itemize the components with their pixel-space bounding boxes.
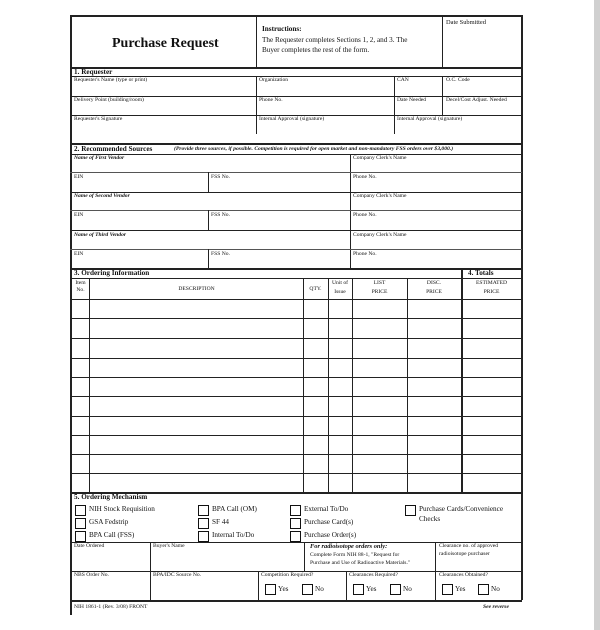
vendor-clerk-label[interactable]: Company Clerk's Name <box>353 155 407 161</box>
col-qty: QTY. <box>309 286 322 292</box>
can-field[interactable]: CAN <box>397 77 409 83</box>
clearances-required-no-checkbox[interactable] <box>390 584 401 595</box>
vendor-ein-label[interactable]: EIN <box>74 212 84 218</box>
decel-cost-field[interactable]: Decel/Cost Adjust. Needed <box>446 97 507 103</box>
table-row[interactable] <box>70 454 522 455</box>
purchase-cards-checkbox[interactable] <box>290 518 301 529</box>
divider <box>256 15 257 67</box>
divider <box>350 192 351 230</box>
purchase-orders-checkbox[interactable] <box>290 531 301 542</box>
divider <box>258 571 259 600</box>
divider <box>394 76 395 134</box>
col-disc-price: PRICE <box>426 289 442 295</box>
col-description: DESCRIPTION <box>178 286 215 292</box>
nbs-order-field[interactable]: NBS Order No. <box>74 572 109 578</box>
section2-heading: 2. Recommended Sources <box>74 145 153 153</box>
delivery-point-field[interactable]: Delivery Point (building/room) <box>74 97 144 103</box>
internal-approval-field[interactable]: Internal Approval (signature) <box>259 116 325 122</box>
vendor-ein-label[interactable]: EIN <box>74 174 84 180</box>
totals-divider <box>461 268 463 492</box>
option-label: SF 44 <box>212 518 229 526</box>
table-row[interactable] <box>70 435 522 436</box>
row-line <box>70 278 522 279</box>
divider <box>442 96 443 115</box>
option-label: Internal To/Do <box>212 531 255 539</box>
row-line <box>70 299 522 300</box>
vendor-fss-label[interactable]: FSS No. <box>211 212 230 218</box>
col-divider <box>328 278 329 492</box>
date-submitted-label: Date Submitted <box>446 19 486 26</box>
competition-required-label: Competition Required? <box>261 572 314 578</box>
instructions-line: Buyer completes the rest of the form. <box>262 46 370 54</box>
table-row[interactable] <box>70 396 522 397</box>
form-bottom-border <box>70 600 522 602</box>
divider <box>346 571 347 600</box>
form-top-border <box>70 15 522 17</box>
col-disc-price: DISC. <box>426 280 442 286</box>
clearance-field: radioisotope purchaser <box>439 551 490 557</box>
option-label: Checks <box>419 515 441 523</box>
competition-yes-checkbox[interactable] <box>265 584 276 595</box>
table-row[interactable] <box>70 377 522 378</box>
option-label: Purchase Cards/Convenience <box>419 505 504 513</box>
yes-label: Yes <box>278 585 289 593</box>
option-label: NIH Stock Requisition <box>89 505 155 513</box>
divider <box>208 210 209 230</box>
no-label: No <box>403 585 412 593</box>
bpa-idc-field[interactable]: BPA/IDC Source No. <box>153 572 202 578</box>
section-divider <box>70 67 522 69</box>
clearances-required-label: Clearances Required? <box>349 572 398 578</box>
col-divider <box>89 278 90 492</box>
internal-todo-checkbox[interactable] <box>198 531 209 542</box>
table-row[interactable] <box>70 338 522 339</box>
col-item: No. <box>76 287 85 293</box>
divider <box>208 249 209 268</box>
divider <box>304 542 305 571</box>
vendor-fss-label[interactable]: FSS No. <box>211 174 230 180</box>
see-reverse: See reverse <box>483 604 509 610</box>
col-divider <box>407 278 408 492</box>
option-label: External To/Do <box>304 505 349 513</box>
internal-approval-field[interactable]: Internal Approval (signature) <box>397 116 463 122</box>
col-unit: Unit of <box>331 280 348 286</box>
yes-label: Yes <box>366 585 377 593</box>
col-list-price: PRICE <box>371 289 388 295</box>
row-line <box>70 154 522 155</box>
vendor-ein-label[interactable]: EIN <box>74 251 84 257</box>
yes-label: Yes <box>455 585 466 593</box>
col-list-price: LIST <box>373 280 386 286</box>
requester-signature-field[interactable]: Requester's Signature <box>74 116 123 122</box>
radioisotope-heading: For radioisotope orders only: <box>310 543 388 550</box>
section2-note: (Provide three sources, if possible. Competition is required for open market and non-mandatory FSS orders over $3,000.) <box>174 146 454 152</box>
buyer-name-field[interactable]: Buyer's Name <box>153 543 185 549</box>
purchase-cards-convenience-checkbox[interactable] <box>405 505 416 516</box>
instructions-line: The Requester completes Sections 1, 2, and 3. The <box>262 36 408 44</box>
form-left-border <box>70 15 72 615</box>
no-label: No <box>315 585 324 593</box>
table-row[interactable] <box>70 318 522 319</box>
table-row[interactable] <box>70 416 522 417</box>
radioisotope-line: Purchase and Use of Radioactive Materials." <box>310 560 411 566</box>
nih-stock-checkbox[interactable] <box>75 505 86 516</box>
form-right-border <box>521 15 523 600</box>
option-label: GSA Fedstrip <box>89 518 129 526</box>
option-label: Purchase Card(s) <box>304 518 354 526</box>
section3-heading: 3. Ordering Information <box>74 269 150 277</box>
divider <box>350 154 351 192</box>
form-id: NIH 1861-1 (Rev. 3/08) FRONT <box>74 604 148 610</box>
clearances-obtained-yes-checkbox[interactable] <box>442 584 453 595</box>
no-label: No <box>491 585 500 593</box>
vendor-phone-label[interactable]: Phone No. <box>353 174 377 180</box>
phone-field[interactable]: Phone No. <box>259 97 283 103</box>
option-label: BPA Call (FSS) <box>89 531 135 539</box>
sf44-checkbox[interactable] <box>198 518 209 529</box>
divider <box>256 76 257 134</box>
clearances-required-yes-checkbox[interactable] <box>353 584 364 595</box>
clearances-obtained-label: Clearances Obtained? <box>439 572 488 578</box>
divider <box>435 542 436 571</box>
clearances-obtained-no-checkbox[interactable] <box>478 584 489 595</box>
col-unit: Issue <box>334 289 346 295</box>
vendor-clerk-label[interactable]: Company Clerk's Name <box>353 232 407 238</box>
vendor-phone-label[interactable]: Phone No. <box>353 251 377 257</box>
section4-heading: 4. Totals <box>468 269 494 277</box>
requester-name-field[interactable]: Requester's Name (type or print) <box>74 77 148 83</box>
vendor-phone-label[interactable]: Phone No. <box>353 212 377 218</box>
oc-code-field[interactable]: O.C. Code <box>446 77 470 83</box>
divider <box>442 76 443 96</box>
competition-no-checkbox[interactable] <box>302 584 313 595</box>
vendor-clerk-label[interactable]: Company Clerk's Name <box>353 193 407 199</box>
col-item: Item <box>75 280 86 286</box>
col-divider <box>352 278 353 492</box>
section5-heading: 5. Ordering Mechanism <box>74 493 148 501</box>
bpa-call-om-checkbox[interactable] <box>198 505 209 516</box>
row-line <box>70 210 522 211</box>
organization-field[interactable]: Organization <box>259 77 289 83</box>
vendor-name-label[interactable]: Name of First Vendor <box>74 155 125 161</box>
instructions-heading: Instructions: <box>262 25 302 33</box>
row-line <box>70 192 522 193</box>
option-label: BPA Call (OM) <box>212 505 257 513</box>
vendor-name-label[interactable]: Name of Third Vendor <box>74 232 127 238</box>
table-row[interactable] <box>70 473 522 474</box>
purchase-request-form <box>70 15 522 615</box>
table-row[interactable] <box>70 358 522 359</box>
col-divider <box>303 278 304 492</box>
row-line <box>70 172 522 173</box>
page-edge <box>594 0 600 630</box>
col-estimated-price: PRICE <box>483 289 500 295</box>
divider <box>435 571 436 600</box>
clearance-field[interactable]: Clearance no. of approved <box>439 543 499 549</box>
divider <box>442 15 443 67</box>
option-label: Purchase Order(s) <box>304 531 357 539</box>
external-todo-checkbox[interactable] <box>290 505 301 516</box>
form-title: Purchase Request <box>112 36 219 51</box>
row-line <box>70 230 522 231</box>
vendor-fss-label[interactable]: FSS No. <box>211 251 230 257</box>
radioisotope-line: Complete Form NIH 88-1, "Request for <box>310 552 400 558</box>
vendor-name-label[interactable]: Name of Second Vendor <box>74 193 130 199</box>
divider <box>208 172 209 192</box>
bpa-call-fss-checkbox[interactable] <box>75 531 86 542</box>
section1-heading: 1. Requester <box>74 68 113 76</box>
date-ordered-field[interactable]: Date Ordered <box>74 543 105 549</box>
col-estimated-price: ESTIMATED <box>475 280 508 286</box>
row-line <box>70 249 522 250</box>
gsa-fedstrip-checkbox[interactable] <box>75 518 86 529</box>
date-needed-field[interactable]: Date Needed <box>397 97 427 103</box>
